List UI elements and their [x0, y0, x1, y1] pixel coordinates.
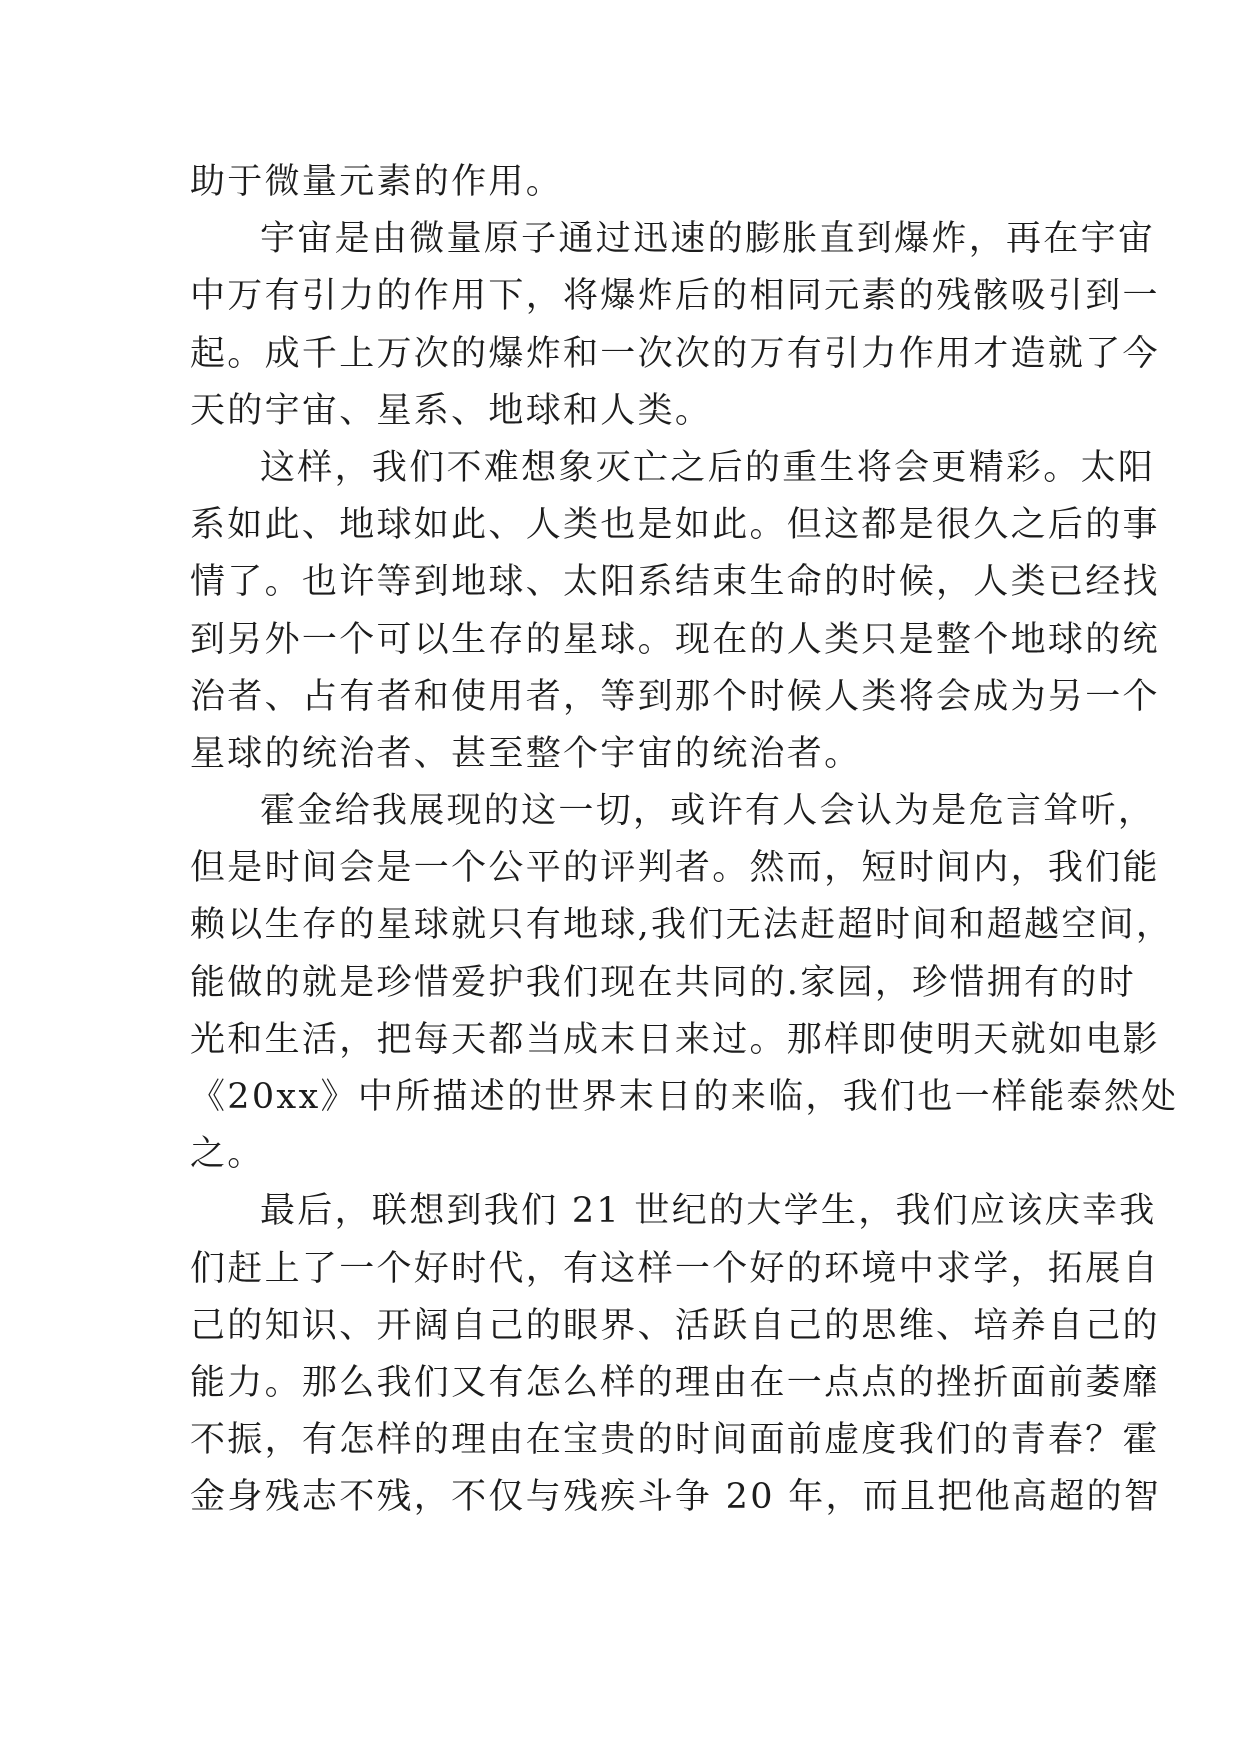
text-line: 系如此、地球如此、人类也是如此。但这都是很久之后的事	[190, 505, 1160, 546]
text-line: 到另外一个可以生存的星球。现在的人类只是整个地球的统	[190, 619, 1160, 660]
text-line: 中万有引力的作用下，将爆炸后的相同元素的残骸吸引到一	[190, 276, 1160, 317]
paragraph-first-line: 霍金给我展现的这一切，或许有人会认为是危言耸听，	[260, 791, 1156, 832]
paragraph-first-line: 最后，联想到我们 21 世纪的大学生，我们应该庆幸我	[260, 1191, 1157, 1232]
text-line: 起。成千上万次的爆炸和一次次的万有引力作用才造就了今	[190, 333, 1160, 374]
text-line: 但是时间会是一个公平的评判者。然而，短时间内，我们能	[190, 848, 1160, 889]
text-line: 星球的统治者、甚至整个宇宙的统治者。	[190, 733, 862, 774]
text-line: 助于微量元素的作用。	[190, 162, 564, 202]
paragraph-first-line: 这样，我们不难想象灭亡之后的重生将会更精彩。太阳	[260, 447, 1156, 488]
text-line: 己的知识、开阔自己的眼界、活跃自己的思维、培养自己的	[190, 1305, 1160, 1346]
text-line: 光和生活，把每天都当成末日来过。那样即使明天就如电影	[190, 1019, 1160, 1060]
text-line: 之。	[190, 1134, 265, 1175]
text-line: 能力。那么我们又有怎么样的理由在一点点的挫折面前萎靡	[190, 1362, 1160, 1403]
text-line: 不振，有怎样的理由在宝贵的时间面前虚度我们的青春？霍	[190, 1420, 1160, 1461]
text-line: 情了。也许等到地球、太阳系结束生命的时候，人类已经找	[190, 562, 1160, 603]
text-line: 金身残志不残，不仅与残疾斗争 20 年，而且把他高超的智	[190, 1477, 1162, 1518]
text-line: 治者、占有者和使用者，等到那个时候人类将会成为另一个	[190, 676, 1160, 717]
text-line: 赖以生存的星球就只有地球,我们无法赶超时间和超越空间，	[190, 905, 1174, 946]
text-line: 天的宇宙、星系、地球和人类。	[190, 390, 713, 431]
body-text	[190, 154, 1179, 1527]
text-line: 《20xx》中所描述的世界末日的来临，我们也一样能泰然处	[190, 1077, 1179, 1117]
text-line: 能做的就是珍惜爱护我们现在共同的.家园，珍惜拥有的时	[190, 962, 1136, 1003]
paragraph-first-line: 宇宙是由微量原子通过迅速的膨胀直到爆炸，再在宇宙	[260, 219, 1156, 260]
text-line: 们赶上了一个好时代，有这样一个好的环境中求学，拓展自	[190, 1248, 1160, 1289]
